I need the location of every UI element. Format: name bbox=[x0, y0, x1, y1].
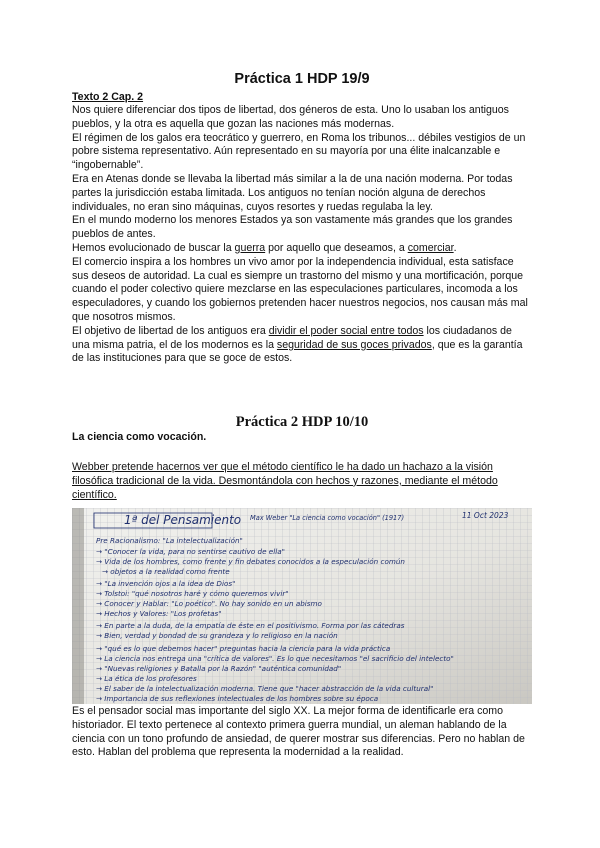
notes-heading-note: Max Weber "La ciencia como vocación" (1917) bbox=[250, 514, 405, 522]
underlined-term: dividir el poder social entre todos bbox=[268, 324, 424, 337]
notes-line: → "Nuevas religiones y Batalla por la Razón" "auténtica comunidad" bbox=[96, 664, 342, 673]
notes-line: Pre Racionalismo: "La intelectualización" bbox=[96, 536, 243, 545]
practice1-section-label: Texto 2 Cap. 2 bbox=[72, 91, 144, 103]
notes-line: → Vida de los hombres, como frente y fin debates conocidos a la especulación común bbox=[96, 557, 405, 566]
paragraph: Nos quiere diferenciar dos tipos de libertad, dos géneros de esta. Uno lo usaban los antiguos pueblos, y la otra es aquella que gozan las naciones más modernas. bbox=[72, 104, 509, 130]
underlined-term: comerciar bbox=[407, 241, 454, 254]
notes-line: → Importancia de sus reflexiones intelectuales de los hombres sobre su época bbox=[96, 694, 379, 703]
paragraph: En el mundo moderno los menores Estados ya son vastamente más grandes que los grandes pueblos de antes. bbox=[72, 214, 513, 241]
paragraph: Era en Atenas donde se llevaba la libertad más similar a la de una nación moderna. Por todas partes la jurisdicción estaba limitada. Los antiguos no tenían noción alguna de derechos individuales, no eran sino máquinas, cuyos resortes y ruedas regulaba la ley. bbox=[72, 172, 513, 213]
notes-line: → Hechos y Valores: "Los profetas" bbox=[96, 609, 222, 618]
text-span: . bbox=[453, 241, 457, 254]
practice2-section-label: La ciencia como vocación. bbox=[72, 431, 207, 443]
practice1-title: Práctica 1 HDP 19/9 bbox=[234, 71, 370, 87]
notes-line: → "Conocer la vida, para no sentirse cautivo de ella" bbox=[96, 547, 285, 556]
underlined-term: seguridad de sus goces privados bbox=[276, 338, 432, 351]
notes-line: → La ciencia nos entrega una "crítica de valores". Es lo que necesitamos "el sacrificio del intelecto" bbox=[96, 654, 454, 663]
paragraph bbox=[72, 325, 532, 366]
underlined-term: guerra bbox=[234, 241, 266, 254]
notes-line: → objetos a la realidad como frente bbox=[102, 567, 230, 576]
notes-date: 11 Oct 2023 bbox=[462, 511, 509, 520]
notes-line: → El saber de la intelectualización moderna. Tiene que "hacer abstracción de la vida cultural" bbox=[96, 684, 434, 693]
paragraph: El comercio inspira a los hombres un vivo amor por la independencia individual, esta satisface sus deseos de autoridad. La cual es siempre un trastorno del mismo y una mortificación, porque cuando el poder colectivo quiere mezclarse en las especulaciones particulares, incomoda a los especuladores, y cuando los gobiernos pretenden hacer nuestros negocios, nos causan más mal que nosotros mismos. bbox=[72, 255, 528, 323]
handwritten-notes-photo bbox=[72, 508, 532, 704]
practice2-conclusion: Es el pensador social mas importante del siglo XX. La mejor forma de identificarle era como historiador. El texto pertenece al contexto primera guerra mundial, un aleman hablando de la ciencia con un tono profundo de ansiedad, de querer mostrar sus diferencias. Pero no hablan de esto. Hablan del problema que representa la modernidad a la realidad. bbox=[72, 705, 525, 759]
paragraph bbox=[72, 242, 532, 256]
handwriting-layer bbox=[72, 508, 532, 704]
practice2-intro: Webber pretende hacernos ver que el método científico le ha dado un hachazo a la visión filosófica tradicional de la vida. Desmontándola con hechos y razones, mediante el método científico. bbox=[72, 461, 498, 501]
notes-heading: 1ª del Pensamiento bbox=[124, 513, 242, 527]
paragraph: El régimen de los galos era teocrático y guerrero, en Roma los tribunos... débiles vestigios de un pobre sistema representativo. Aún representado en su mayoría por una élite inalcanzable e “ingobernable”. bbox=[72, 131, 526, 172]
practice2-title: Práctica 2 HDP 10/10 bbox=[235, 414, 369, 430]
notes-line: → "qué es lo que debemos hacer" preguntas hacia la ciencia para la vida práctica bbox=[96, 644, 391, 653]
notes-line: → Tolstoi: "qué nosotros haré y cómo queremos vivir" bbox=[96, 589, 289, 598]
text-span: por aquello que deseamos, a bbox=[265, 241, 408, 254]
notes-line: → Bien, verdad y bondad de su grandeza y lo religioso en la nación bbox=[96, 631, 338, 640]
text-span: los ciudadanos de una misma patria, el de los modernos es la bbox=[72, 324, 512, 351]
notes-line: → En parte a la duda, de la empatía de éste en el positivismo. Forma por las cátedras bbox=[96, 621, 405, 630]
text-span: , que es la garantía de las instituciones para que se goce de estos. bbox=[72, 338, 523, 365]
text-span: El objetivo de libertad de los antiguos era bbox=[72, 324, 269, 337]
notes-line: → Conocer y Hablar: "Lo poético". No hay sonido en un abismo bbox=[96, 599, 322, 608]
text-span: Hemos evolucionado de buscar la bbox=[72, 241, 235, 254]
notes-line: → "La invención ojos a la idea de Dios" bbox=[96, 579, 236, 588]
practice1-body bbox=[72, 104, 532, 366]
notes-line: → La ética de los profesores bbox=[96, 674, 197, 683]
